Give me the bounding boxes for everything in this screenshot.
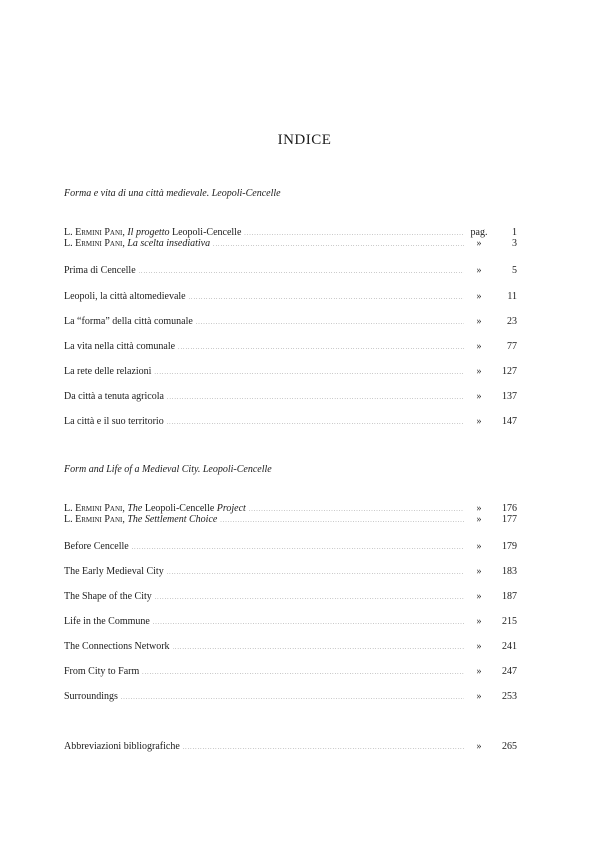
page-marker: » xyxy=(476,238,482,249)
dot-leader xyxy=(220,513,464,529)
page-number: 177 xyxy=(502,514,517,525)
page-marker: » xyxy=(476,514,482,525)
toc-entry xyxy=(64,340,517,354)
entry-title-italic: The Shape of the City xyxy=(64,591,152,602)
page-number: 253 xyxy=(502,691,517,702)
entry-title-italic: The Settlement Choice xyxy=(127,514,218,525)
toc-entry xyxy=(64,415,517,429)
dot-leader xyxy=(178,340,464,356)
entry-title-italic: Da città a tenuta agricola xyxy=(64,391,164,402)
entry-title-italic: La scelta insediativa xyxy=(127,238,211,249)
page-number: 77 xyxy=(507,341,517,352)
dot-leader xyxy=(139,264,464,280)
page-marker: » xyxy=(476,291,482,302)
page-marker: » xyxy=(476,391,482,402)
page-marker: » xyxy=(476,616,482,627)
toc-entry xyxy=(64,590,517,604)
entry-title-italic: Before Cencelle xyxy=(64,541,129,552)
section-heading-english: Form and Life of a Medieval City. Leopoli-Cencelle xyxy=(64,464,272,475)
entry-label xyxy=(64,237,210,251)
page-marker: » xyxy=(476,566,482,577)
toc-entry xyxy=(64,290,517,304)
page-marker: » xyxy=(476,666,482,677)
dot-leader xyxy=(189,290,464,306)
page-number: 5 xyxy=(512,265,517,276)
dot-leader xyxy=(213,237,464,253)
page-number: 3 xyxy=(512,238,517,249)
entry-title-italic: La rete delle relazioni xyxy=(64,366,152,377)
entry-author: L. Ermini Pani, xyxy=(64,238,125,249)
page-number: 187 xyxy=(502,591,517,602)
page-marker: » xyxy=(476,265,482,276)
dot-leader xyxy=(173,640,464,656)
section-heading-italian: Forma e vita di una città medievale. Leopoli-Cencelle xyxy=(64,188,281,199)
toc-entry-abbreviations xyxy=(64,740,517,754)
toc-entry xyxy=(64,237,517,251)
page-marker: » xyxy=(476,341,482,352)
page-number: 1 xyxy=(512,227,517,238)
page-marker: » xyxy=(476,641,482,652)
page-number: 23 xyxy=(507,316,517,327)
page-marker: » xyxy=(476,541,482,552)
toc-entry xyxy=(64,315,517,329)
dot-leader xyxy=(153,615,464,631)
toc-entry xyxy=(64,540,517,554)
entry-title-italic: The Early Medieval City xyxy=(64,566,164,577)
page-marker: » xyxy=(476,366,482,377)
toc-entry xyxy=(64,615,517,629)
dot-leader xyxy=(155,590,464,606)
toc-entry xyxy=(64,640,517,654)
entry-title-italic: Life in the Commune xyxy=(64,616,150,627)
page-title: INDICE xyxy=(277,132,332,148)
page-number: 11 xyxy=(507,291,517,302)
entry-title-italic: The xyxy=(127,503,143,514)
dot-leader xyxy=(167,565,464,581)
toc-entry xyxy=(64,690,517,704)
entry-author: L. Ermini Pani, xyxy=(64,503,125,514)
toc-entry xyxy=(64,565,517,579)
entry-author: L. Ermini Pani, xyxy=(64,227,125,238)
page-marker: » xyxy=(476,691,482,702)
entry-title-italic: La città e il suo territorio xyxy=(64,416,164,427)
entry-title-italic: The Connections Network xyxy=(64,641,170,652)
entry-title-italic: La “forma” della città comunale xyxy=(64,316,193,327)
page-number: 247 xyxy=(502,666,517,677)
entry-title-italic-end: Project xyxy=(216,503,246,514)
dot-leader xyxy=(154,365,464,381)
page-marker: pag. xyxy=(470,227,488,238)
toc-entry xyxy=(64,665,517,679)
toc-entry xyxy=(64,513,517,527)
page-number: 241 xyxy=(502,641,517,652)
entry-title-italic: Prima di Cencelle xyxy=(64,265,136,276)
entry-author: L. Ermini Pani, xyxy=(64,514,125,525)
entry-title-italic: La vita nella città comunale xyxy=(64,341,176,352)
dot-leader xyxy=(196,315,464,331)
entry-title: Abbreviazioni bibliografiche xyxy=(64,741,180,752)
toc-entry xyxy=(64,264,517,278)
entry-label xyxy=(64,513,217,527)
entry-title-italic: Leopoli, la città altomedievale xyxy=(64,291,186,302)
page-number: 265 xyxy=(502,741,517,752)
dot-leader xyxy=(183,740,464,756)
page-marker: » xyxy=(476,416,482,427)
page-number: 127 xyxy=(502,366,517,377)
entry-title-roman: Leopoli-Cencelle xyxy=(142,503,217,514)
page-marker: » xyxy=(476,316,482,327)
page-marker: » xyxy=(476,591,482,602)
page-number: 179 xyxy=(502,541,517,552)
toc-entry xyxy=(64,365,517,379)
page-number: 147 xyxy=(502,416,517,427)
page-marker: » xyxy=(476,503,482,514)
entry-title-italic: From City to Farm xyxy=(64,666,140,677)
page-number: 183 xyxy=(502,566,517,577)
page-number: 215 xyxy=(502,616,517,627)
entry-title-italic: Surroundings xyxy=(64,691,118,702)
page-marker: » xyxy=(476,741,482,752)
dot-leader xyxy=(121,690,464,706)
dot-leader xyxy=(142,665,464,681)
toc-entry xyxy=(64,390,517,404)
dot-leader xyxy=(132,540,464,556)
dot-leader xyxy=(167,415,464,431)
entry-title-roman: Leopoli-Cencelle xyxy=(169,227,242,238)
entry-title-italic: Il progetto xyxy=(127,227,170,238)
dot-leader xyxy=(167,390,464,406)
page-number: 176 xyxy=(502,503,517,514)
page-number: 137 xyxy=(502,391,517,402)
